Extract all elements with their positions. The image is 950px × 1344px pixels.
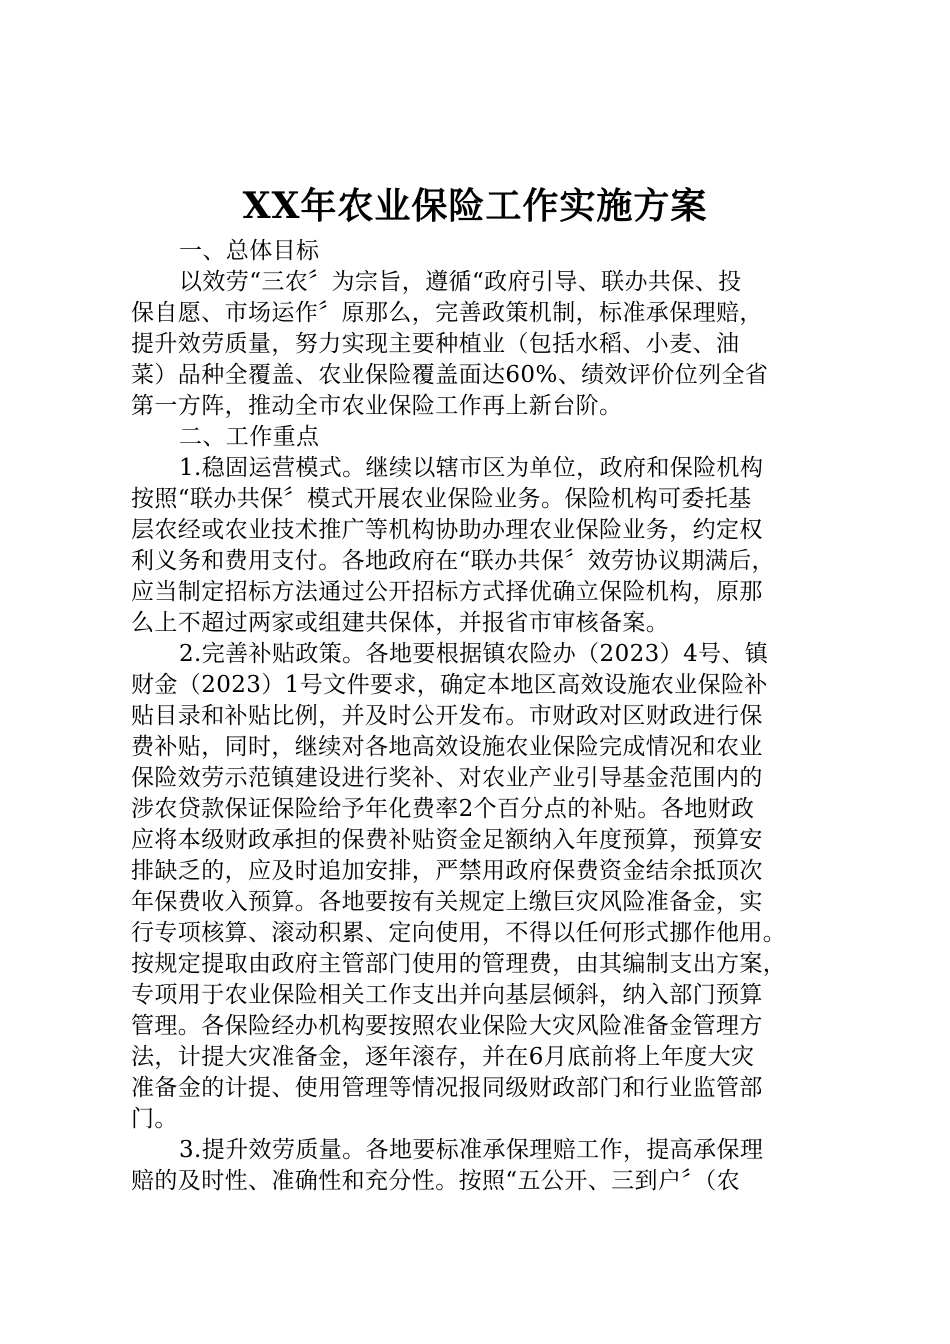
body-line: 以效劳“三农〞为宗旨，遵循“政府引导、联办共保、投: [179, 269, 742, 295]
body-line: 行专项核算、滚动积累、定向使用，不得以任何形式挪作他用。: [131, 920, 787, 946]
body-line: 3.提升效劳质量。各地要标准承保理赔工作，提高承保理: [179, 1137, 764, 1163]
body-line: 管理。各保险经办机构要按照农业保险大灾风险准备金管理方: [131, 1013, 763, 1039]
body-line: 2.完善补贴政策。各地要根据镇农险办（2023）4号、镇: [179, 641, 769, 667]
body-line: 一、总体目标: [179, 238, 320, 264]
body-line: 二、工作重点: [179, 424, 320, 450]
body-line: 专项用于农业保险相关工作支出并向基层倾斜，纳入部门预算: [131, 982, 763, 1008]
body-line: 保险效劳示范镇建设进行奖补、对农业产业引导基金范围内的: [131, 765, 763, 791]
document-title: XX年农业保险工作实施方案: [242, 185, 708, 227]
body-line: 贴目录和补贴比例，并及时公开发布。市财政对区财政进行保: [131, 703, 763, 729]
body-line: 层农经或农业技术推广等机构协助办理农业保险业务，约定权: [131, 517, 763, 543]
body-line: 准备金的计提、使用管理等情况报同级财政部门和行业监管部: [131, 1075, 763, 1101]
body-line: 么上不超过两家或组建共保体，并报省市审核备案。: [131, 610, 670, 636]
body-line: 保自愿、市场运作〞原那么，完善政策机制，标准承保理赔，: [131, 300, 763, 326]
body-line: 年保费收入预算。各地要按有关规定上缴巨灾风险准备金，实: [131, 889, 763, 915]
body-line: 法，计提大灾准备金，逐年滚存，并在6月底前将上年度大灾: [131, 1044, 755, 1070]
body-line: 按规定提取由政府主管部门使用的管理费，由其编制支出方案，: [131, 951, 787, 977]
body-line: 门。: [131, 1106, 178, 1132]
body-line: 第一方阵，推动全市农业保险工作再上新台阶。: [131, 393, 623, 419]
body-line: 应当制定招标方法通过公开招标方式择优确立保险机构，原那: [131, 579, 763, 605]
body-line: 赔的及时性、准确性和充分性。按照“五公开、三到户〞（农: [131, 1168, 741, 1194]
body-line: 1.稳固运营模式。继续以辖市区为单位，政府和保险机构: [179, 455, 764, 481]
body-line: 涉农贷款保证保险给予年化费率2个百分点的补贴。各地财政: [131, 796, 755, 822]
body-line: 财金（2023）1号文件要求，确定本地区高效设施农业保险补: [131, 672, 768, 698]
body-line: 应将本级财政承担的保费补贴资金足额纳入年度预算，预算安: [131, 827, 763, 853]
body-line: 提升效劳质量，努力实现主要种植业（包括水稻、小麦、油: [131, 331, 740, 357]
document-body: [131, 236, 831, 1197]
body-line: 利义务和费用支付。各地政府在“联办共保〞效劳协议期满后，: [131, 548, 775, 574]
body-line: 排缺乏的，应及时追加安排，严禁用政府保费资金结余抵顶次: [131, 858, 763, 884]
body-line: 菜）品种全覆盖、农业保险覆盖面达60%、绩效评价位列全省: [131, 362, 769, 388]
body-line: 按照“联办共保〞模式开展农业保险业务。保险机构可委托基: [131, 486, 752, 512]
body-line: 费补贴，同时，继续对各地高效设施农业保险完成情况和农业: [131, 734, 763, 760]
